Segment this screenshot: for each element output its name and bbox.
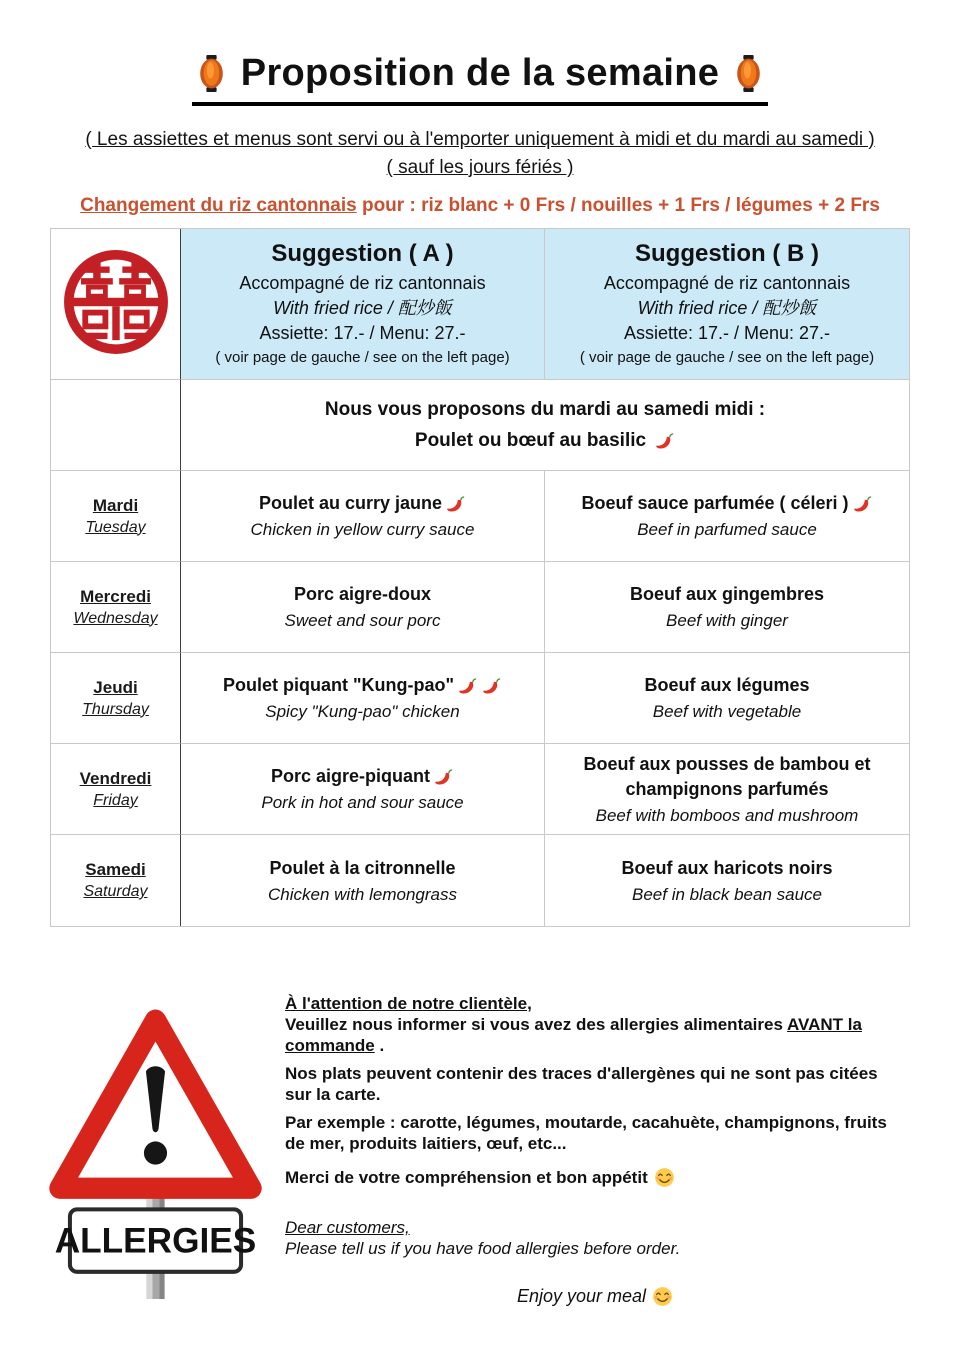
dish-name-fr	[294, 582, 431, 607]
dish-name-en: Pork in hot and sour sauce	[261, 793, 464, 812]
day-label-fr: Jeudi	[93, 677, 138, 697]
dish-name-fr	[259, 491, 466, 516]
rice-change-notice-underlined: Changement du riz cantonnais	[80, 195, 357, 216]
dish-name-text: Porc aigre-doux	[293, 584, 432, 604]
dish-name-text: Poulet au curry jaune	[258, 493, 443, 513]
day-label-fr: Samedi	[85, 860, 146, 879]
rice-change-notice	[0, 195, 960, 217]
dish-name-en: Beef in black bean sauce	[632, 884, 822, 904]
allergy-inform-after: .	[374, 1036, 385, 1055]
day-label-en: Tuesday	[85, 518, 146, 536]
suggestion-a-see-left-page: ( voir page de gauche / see on the left page)	[215, 349, 510, 366]
allergy-notice	[285, 993, 905, 1307]
day-label-en: Friday	[93, 791, 138, 809]
lantern-icon	[198, 55, 225, 92]
day-label-fr: Mercredi	[80, 586, 151, 606]
suggestion-b-price: Assiette: 17.- / Menu: 27.-	[623, 323, 831, 343]
promo-cell	[181, 380, 909, 471]
chili-icon	[445, 493, 466, 514]
dish-name-text: Poulet piquant "Kung-pao"	[222, 675, 455, 695]
dish-name-fr	[271, 764, 454, 789]
dish-name-text: Boeuf aux pousses de bambou et champignons parfumés	[583, 753, 871, 799]
service-hours-note	[0, 126, 960, 182]
chili-icon	[852, 493, 873, 514]
day-cell-thursday	[51, 653, 181, 744]
promo-dish: Poulet ou bœuf au basilic	[414, 430, 647, 451]
dish-name-en: Sweet and sour porc	[284, 611, 441, 630]
allergy-examples-line: Par exemple : carotte, légumes, moutarde, cacahuète, champignons, fruits de mer, produits laitiers, œuf, etc...	[285, 1113, 887, 1153]
suggestion-a-line1: Accompagné de riz cantonnais	[239, 273, 486, 293]
suggestion-b-line1: Accompagné de riz cantonnais	[603, 273, 851, 293]
day-cell-wednesday	[51, 562, 181, 653]
day-label-fr: Vendredi	[79, 768, 152, 788]
allergy-inform-line	[285, 1014, 905, 1056]
dish-name-text: Boeuf aux gingembres	[629, 584, 825, 604]
menu-table	[50, 228, 910, 927]
dish-cell-dish-b	[545, 562, 909, 653]
allergies-sign-label: ALLERGIES	[54, 1221, 257, 1261]
service-hours-line1: ( Les assiettes et menus sont servi ou à l'emporter uniquement à midi et du mardi au samedi )	[85, 129, 875, 150]
dish-name-fr	[223, 673, 502, 698]
dish-name-text: Porc aigre-piquant	[270, 766, 431, 786]
day-label-en: Thursday	[82, 700, 149, 718]
suggestion-a-line2: With fried rice / 配炒飯	[273, 298, 452, 318]
dish-name-en: Beef with bomboos and mushroom	[595, 805, 859, 825]
dish-cell-dish-a	[181, 471, 545, 562]
dish-name-fr	[553, 752, 901, 802]
suggestion-a-price: Assiette: 17.- / Menu: 27.-	[259, 323, 466, 343]
dish-name-en: Spicy "Kung-pao" chicken	[265, 702, 460, 721]
lantern-icon	[735, 55, 762, 92]
allergy-inform-underlined: AVANT la commande	[285, 1015, 862, 1055]
suggestion-b-line2: With fried rice / 配炒飯	[637, 298, 817, 318]
smiley-icon	[654, 1167, 675, 1188]
dish-name-text: Boeuf aux légumes	[644, 675, 810, 695]
day-cell-saturday	[51, 835, 181, 926]
header	[0, 0, 960, 106]
dish-cell-dish-a	[181, 744, 545, 835]
enjoy-your-meal-text: Enjoy your meal	[516, 1286, 647, 1306]
chili-icon	[457, 675, 478, 696]
dear-customers-body: Please tell us if you have food allergies before order.	[285, 1239, 681, 1258]
day-label-fr: Mardi	[92, 495, 139, 515]
day-cell-friday	[51, 744, 181, 835]
dear-customers-heading: Dear customers,	[285, 1218, 410, 1237]
suggestion-b-header	[545, 229, 909, 380]
suggestion-b-see-left-page: ( voir page de gauche / see on the left page)	[579, 349, 875, 366]
dish-name-fr	[581, 491, 872, 516]
dish-cell-dish-b	[545, 744, 909, 835]
dish-name-text: Boeuf sauce parfumée ( céleri )	[581, 493, 849, 513]
dish-name-fr	[644, 673, 809, 698]
dish-name-en: Chicken with lemongrass	[268, 884, 457, 904]
empty-day-cell	[51, 380, 181, 471]
service-hours-line2: ( sauf les jours fériés )	[386, 157, 574, 178]
dish-name-en: Chicken in yellow curry sauce	[250, 520, 475, 539]
chili-icon	[654, 430, 675, 451]
double-happiness-logo	[63, 249, 169, 360]
dish-name-fr	[630, 582, 824, 607]
restaurant-logo-cell	[51, 229, 181, 380]
dish-name-en: Beef in parfumed sauce	[637, 520, 817, 539]
dish-name-text: Poulet à la citronnelle	[269, 857, 456, 878]
day-label-en: Wednesday	[73, 609, 158, 627]
allergy-heading: À l'attention de notre clientèle,	[285, 994, 532, 1013]
day-label-en: Saturday	[83, 883, 148, 900]
allergies-warning-sign	[42, 1000, 270, 1302]
dish-name-en: Beef with vegetable	[652, 702, 802, 721]
smiley-icon	[652, 1286, 673, 1307]
rice-change-notice-rest: pour : riz blanc + 0 Frs / nouilles + 1 Frs / légumes + 2 Frs	[356, 195, 880, 216]
title-underline-wrap	[192, 52, 768, 106]
dish-name-fr	[621, 856, 832, 881]
suggestion-b-title: Suggestion ( B )	[635, 240, 819, 267]
dish-cell-dish-b	[545, 653, 909, 744]
dish-cell-dish-b	[545, 471, 909, 562]
day-cell-tuesday	[51, 471, 181, 562]
dish-cell-dish-a	[181, 562, 545, 653]
chili-icon	[433, 766, 454, 787]
enjoy-your-meal-line	[285, 1286, 905, 1307]
suggestion-a-title: Suggestion ( A )	[271, 240, 454, 267]
allergy-inform-before: Veuillez nous informer si vous avez des allergies alimentaires	[285, 1015, 788, 1034]
allergy-thanks-line	[285, 1167, 905, 1188]
suggestion-a-header	[181, 229, 545, 380]
dish-cell-dish-a	[181, 835, 545, 926]
page-title: Proposition de la semaine	[240, 52, 720, 94]
chili-icon	[481, 675, 502, 696]
dish-cell-dish-a	[181, 653, 545, 744]
allergy-thanks-text: Merci de votre compréhension et bon appétit	[285, 1168, 648, 1187]
dish-cell-dish-b	[545, 835, 909, 926]
dish-name-en: Beef with ginger	[666, 611, 788, 630]
dish-name-text: Boeuf aux haricots noirs	[621, 857, 833, 878]
allergy-traces-line: Nos plats peuvent contenir des traces d'allergènes qui ne sont pas citées sur la carte.	[285, 1064, 878, 1104]
promo-line2	[415, 425, 675, 456]
promo-line1: Nous vous proposons du mardi au samedi midi :	[324, 399, 766, 420]
dish-name-fr	[269, 856, 455, 881]
